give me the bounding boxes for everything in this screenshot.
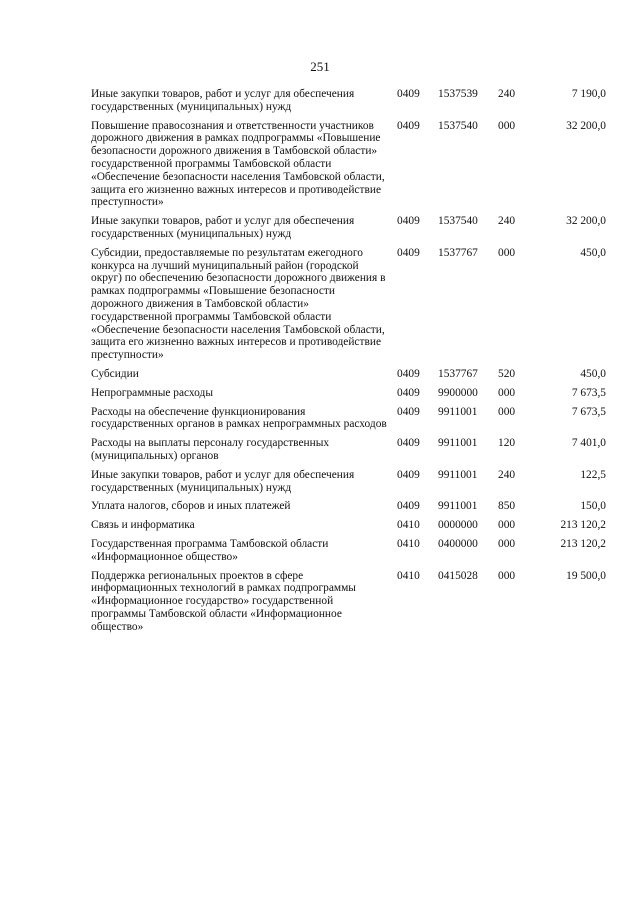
- row-amount: 32 200,0: [566, 215, 606, 228]
- row-code: 9911001: [438, 500, 478, 513]
- row-code: 1537540: [438, 119, 478, 132]
- table-row: [91, 88, 606, 120]
- row-type: 000: [498, 537, 516, 550]
- row-name: Государственная программа Тамбовской области «Информационное общество»: [91, 537, 329, 563]
- table-row: [91, 437, 606, 469]
- row-name: Поддержка региональных проектов в сфере информационных технологий в рамках подпрограммы «Информационное государство» государственной программы Тамбовской области «Информационное общество»: [91, 569, 356, 633]
- row-type: 000: [498, 405, 516, 418]
- table-row: [91, 368, 606, 387]
- row-amount: 122,5: [580, 468, 606, 481]
- row-code: 9911001: [438, 437, 478, 450]
- row-section: 0409: [397, 386, 420, 399]
- row-code: 1537767: [438, 367, 478, 380]
- row-section: 0409: [397, 88, 420, 100]
- table-row: [91, 538, 606, 570]
- table-row: [91, 570, 606, 640]
- row-section: 0409: [397, 437, 420, 450]
- row-section: 0409: [397, 468, 420, 481]
- row-name: Непрограммные расходы: [91, 386, 213, 399]
- row-name: Расходы на обеспечение функционирования государственных органов в рамках непрограммных расходов: [91, 405, 387, 431]
- row-section: 0409: [397, 500, 420, 513]
- table-row: [91, 469, 606, 501]
- row-amount: 213 120,2: [560, 537, 606, 550]
- row-name: Иные закупки товаров, работ и услуг для обеспечения государственных (муниципальных) нужд: [91, 88, 355, 113]
- row-code: 0415028: [438, 569, 478, 582]
- row-code: 0000000: [438, 519, 478, 532]
- table-row: [91, 247, 606, 368]
- row-amount: 213 120,2: [560, 519, 606, 532]
- row-code: 9911001: [438, 405, 478, 418]
- row-section: 0409: [397, 119, 420, 132]
- row-section: 0409: [397, 215, 420, 228]
- row-name: Уплата налогов, сборов и иных платежей: [91, 500, 291, 513]
- row-code: 1537767: [438, 246, 478, 259]
- row-amount: 7 190,0: [571, 88, 606, 100]
- page-number: 251: [310, 59, 330, 74]
- row-code: 9900000: [438, 386, 478, 399]
- budget-table: [91, 88, 606, 639]
- table-row: [91, 387, 606, 406]
- row-type: 000: [498, 386, 516, 399]
- row-amount: 450,0: [580, 367, 606, 380]
- row-name: Расходы на выплаты персоналу государственных (муниципальных) органов: [91, 437, 330, 462]
- row-amount: 7 401,0: [571, 437, 606, 450]
- table-row: [91, 215, 606, 247]
- row-section: 0410: [397, 519, 420, 532]
- row-type: 240: [498, 468, 516, 481]
- row-section: 0409: [397, 246, 420, 259]
- row-section: 0409: [397, 367, 420, 380]
- row-amount: 19 500,0: [566, 569, 606, 582]
- table-row: [91, 406, 606, 438]
- row-section: 0410: [397, 569, 420, 582]
- table-row: [91, 519, 606, 538]
- row-name: Иные закупки товаров, работ и услуг для обеспечения государственных (муниципальных) нужд: [91, 468, 355, 494]
- row-amount: 7 673,5: [571, 405, 606, 418]
- row-name: Связь и информатика: [91, 519, 195, 532]
- row-name: Субсидии, предоставляемые по результатам ежегодного конкурса на лучший муниципальный район (городской округ) по обеспечению безопасности дорожного движения в рамках подпрограммы «Повышение безопасности дорожного движения в Тамбовской области» государственной программы Тамбовской области «Обеспечение безопасности населения Тамбовской области, защита его жизненно важных интересов и противодействие преступности»: [91, 246, 386, 362]
- row-type: 000: [498, 569, 516, 582]
- table-row: [91, 500, 606, 519]
- row-type: 240: [498, 215, 516, 228]
- row-code: 1537540: [438, 215, 478, 228]
- row-section: 0410: [397, 537, 420, 550]
- row-type: 000: [498, 519, 516, 532]
- row-type: 520: [498, 367, 516, 380]
- row-type: 850: [498, 500, 516, 513]
- row-amount: 450,0: [580, 246, 606, 259]
- row-type: 000: [498, 119, 516, 132]
- row-type: 120: [498, 437, 516, 450]
- row-name: Повышение правосознания и ответственности участников дорожного движения в рамках подпрограммы «Повышение безопасности дорожного движения в Тамбовской области» государственной программы Тамбовской области «Обеспечение безопасности населения Тамбовской области, защита его жизненно важных интересов и противодействие преступности»: [91, 119, 385, 209]
- row-name: Иные закупки товаров, работ и услуг для обеспечения государственных (муниципальных) нужд: [91, 215, 355, 240]
- row-section: 0409: [397, 405, 420, 418]
- table-row: [91, 120, 606, 216]
- budget-rows: [91, 88, 606, 639]
- row-amount: 32 200,0: [566, 119, 606, 132]
- row-code: 0400000: [438, 537, 478, 550]
- row-name: Субсидии: [91, 367, 139, 380]
- row-amount: 150,0: [580, 500, 606, 513]
- row-code: 1537539: [438, 88, 478, 100]
- row-type: 240: [498, 88, 516, 100]
- row-amount: 7 673,5: [571, 386, 606, 399]
- row-type: 000: [498, 246, 516, 259]
- row-code: 9911001: [438, 468, 478, 481]
